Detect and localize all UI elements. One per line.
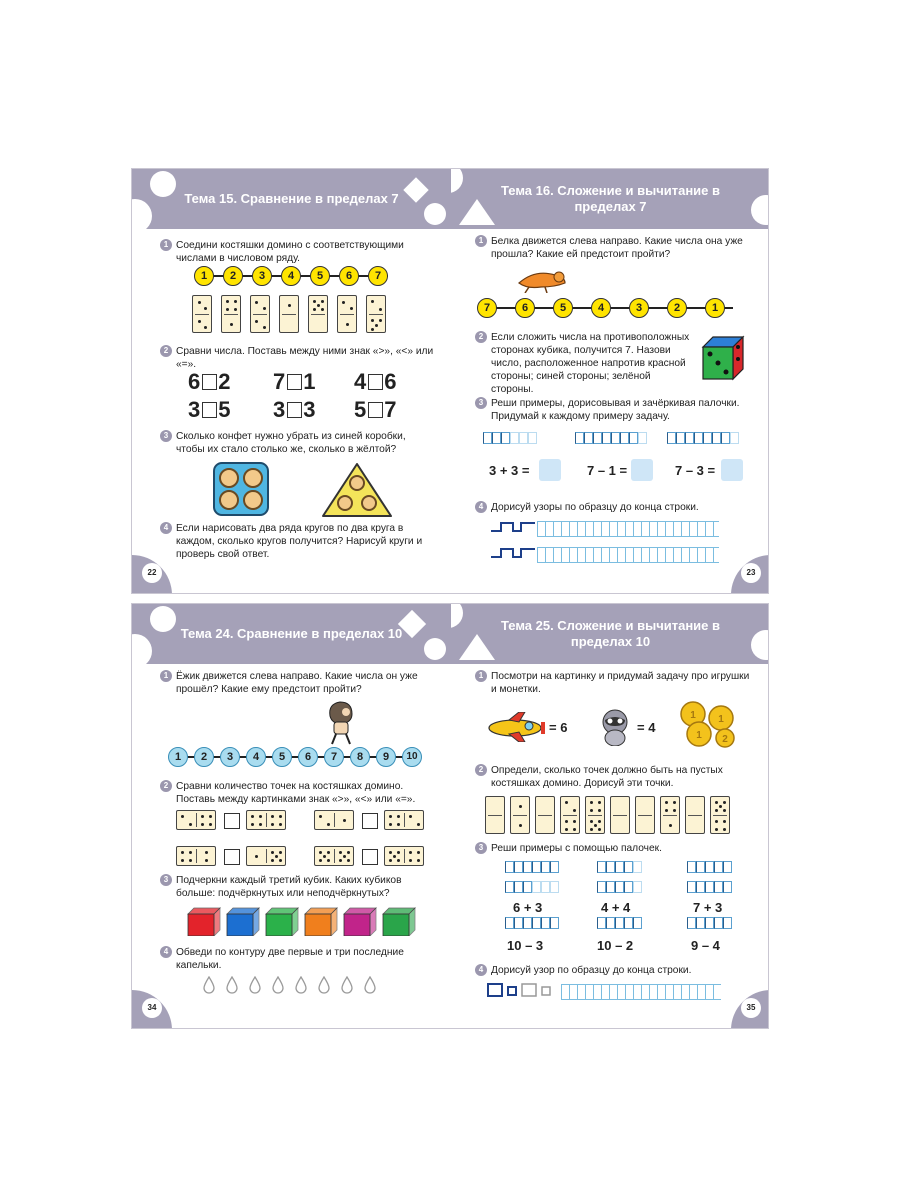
- domino: [192, 295, 212, 333]
- task-1: [475, 670, 755, 696]
- svg-text:1: 1: [718, 714, 724, 725]
- number: 3: [188, 397, 202, 422]
- domino: [176, 810, 216, 830]
- sticks-row[interactable]: [505, 860, 559, 874]
- number-7: 7: [324, 747, 344, 767]
- page-23: [451, 169, 769, 593]
- number-1: 1: [168, 747, 188, 767]
- equation: = 4: [637, 720, 656, 735]
- pattern-grid[interactable]: [561, 984, 721, 1000]
- spread-pages-34-35: [131, 603, 769, 1029]
- sticks-row[interactable]: [575, 431, 647, 445]
- page-title: Тема 24. Сравнение в пределах 10: [180, 626, 403, 641]
- domino-row: [192, 295, 412, 335]
- number: 2: [218, 369, 232, 394]
- domino: [314, 810, 354, 830]
- task-text: Сравни количество точек на костяшках домино. Поставь между картинками знак «>», «<» или «=».: [176, 781, 416, 805]
- number: 7: [384, 397, 398, 422]
- example: 7 – 1 =: [587, 463, 628, 478]
- airplane-image: [485, 712, 547, 742]
- example: 3 + 3 =: [489, 463, 530, 478]
- task-number: 4: [160, 522, 172, 534]
- number: 1: [303, 369, 317, 394]
- task-text: Если нарисовать два ряда кругов по два круга в каждом, сколько кругов получится? Нарисуй круги и проверь свой ответ.: [176, 523, 423, 560]
- task-text: Сколько конфет нужно убрать из синей коробки, чтобы их стало столько же, сколько в жёлтой?: [176, 431, 406, 455]
- sticks-row[interactable]: [667, 431, 739, 445]
- domino[interactable]: [535, 796, 555, 834]
- example: 4 + 4: [601, 900, 631, 915]
- task-text: Реши примеры с помощью палочек.: [491, 843, 662, 854]
- page-header: [132, 604, 451, 664]
- comparison: [354, 397, 398, 423]
- task-2: [160, 780, 435, 806]
- number: 5: [354, 397, 368, 422]
- raccoon-image: [597, 708, 633, 746]
- yellow-candy-box-image: [320, 461, 394, 519]
- pattern-sample: [487, 982, 559, 998]
- example: 10 – 2: [597, 938, 634, 953]
- answer-box[interactable]: [721, 459, 743, 481]
- colored-cube: [264, 906, 300, 936]
- task-1: [475, 235, 755, 261]
- number-4: 4: [246, 747, 266, 767]
- colored-cube: [186, 906, 222, 936]
- task-number: 3: [475, 842, 487, 854]
- domino: [560, 796, 580, 834]
- number: 5: [218, 397, 232, 422]
- task-number: 1: [475, 235, 487, 247]
- equation: = 6: [549, 720, 568, 735]
- pattern-sample: [491, 521, 537, 565]
- task-number: 1: [160, 239, 172, 251]
- example: 10 – 3: [507, 938, 544, 953]
- answer-box[interactable]: [539, 459, 561, 481]
- task-text: Определи, сколько точек должно быть на пустых костяшках домино. Дорисуй эти точки.: [491, 765, 723, 789]
- example: 6 + 3: [513, 900, 543, 915]
- task-number: 2: [475, 331, 487, 343]
- domino: [250, 295, 270, 333]
- sticks-row[interactable]: [597, 880, 642, 894]
- number-5: 5: [272, 747, 292, 767]
- answer-box[interactable]: [287, 402, 302, 418]
- number-line: [477, 297, 739, 319]
- droplet-outline[interactable]: [294, 976, 308, 994]
- task-3: [475, 842, 755, 855]
- page-header: [451, 169, 769, 229]
- page-number: 34: [142, 998, 162, 1018]
- number: 3: [273, 397, 287, 422]
- answer-box[interactable]: [368, 374, 383, 390]
- domino: [279, 295, 299, 333]
- sticks-row[interactable]: [597, 916, 642, 930]
- number: 4: [354, 369, 368, 394]
- number-7: 7: [368, 266, 388, 286]
- task-3: [160, 430, 435, 456]
- svg-text:2: 2: [722, 734, 728, 745]
- task-number: 3: [475, 397, 487, 409]
- domino[interactable]: [485, 796, 505, 834]
- number-4: 4: [281, 266, 301, 286]
- task-text: Ёжик движется слева направо. Какие числа он уже прошёл? Какие ему предстоит пройти?: [176, 671, 418, 695]
- answer-box[interactable]: [368, 402, 383, 418]
- task-4: [160, 946, 435, 972]
- droplet-outline[interactable]: [363, 976, 377, 994]
- page-number: 35: [741, 998, 761, 1018]
- domino: [176, 846, 216, 866]
- task-4: [160, 522, 435, 561]
- sticks-row[interactable]: [687, 880, 732, 894]
- domino: [384, 810, 424, 830]
- droplet-outline[interactable]: [248, 976, 262, 994]
- pattern-grid[interactable]: [537, 547, 719, 563]
- domino: [510, 796, 530, 834]
- domino: [221, 295, 241, 333]
- number-7: 7: [477, 298, 497, 318]
- task-4: [475, 501, 755, 514]
- colored-cube: [225, 906, 261, 936]
- comparison: [273, 397, 317, 423]
- number-3: 3: [252, 266, 272, 286]
- domino: [337, 295, 357, 333]
- domino: [366, 295, 386, 333]
- answer-box[interactable]: [631, 459, 653, 481]
- number-line: [194, 265, 394, 287]
- sticks-row[interactable]: [597, 860, 642, 874]
- number-6: 6: [339, 266, 359, 286]
- number-6: 6: [298, 747, 318, 767]
- number-9: 9: [376, 747, 396, 767]
- sticks-row[interactable]: [505, 880, 559, 894]
- example: 7 + 3: [693, 900, 723, 915]
- number-6: 6: [515, 298, 535, 318]
- domino[interactable]: [635, 796, 655, 834]
- number-5: 5: [310, 266, 330, 286]
- sticks-row[interactable]: [687, 860, 732, 874]
- number-3: 3: [220, 747, 240, 767]
- comparison: [273, 369, 317, 395]
- spread-pages-22-23: [131, 168, 769, 594]
- number-3: 3: [629, 298, 649, 318]
- domino: [585, 796, 605, 834]
- task-number: 1: [160, 670, 172, 682]
- number-2: 2: [223, 266, 243, 286]
- page-35: [451, 604, 769, 1028]
- droplet-outline[interactable]: [202, 976, 216, 994]
- answer-box[interactable]: [362, 849, 378, 865]
- domino-row: [485, 796, 755, 836]
- page-22: [132, 169, 451, 593]
- task-text: Обведи по контуру две первые и три последние капельки.: [176, 947, 404, 971]
- task-text: Если сложить числа на противоположных сторонах кубика, получится 7. Назови число, расположенное напротив красной стороны; синей стороны; зелёной стороны.: [491, 332, 690, 395]
- number-1: 1: [705, 298, 725, 318]
- task-3: [160, 874, 435, 900]
- domino: [710, 796, 730, 834]
- example: 7 – 3 =: [675, 463, 716, 478]
- task-number: 3: [160, 874, 172, 886]
- comparison: [354, 369, 398, 395]
- domino[interactable]: [685, 796, 705, 834]
- squirrel-image: [515, 265, 569, 293]
- domino: [308, 295, 328, 333]
- page-34: [132, 604, 451, 1028]
- domino: [246, 810, 286, 830]
- domino[interactable]: [610, 796, 630, 834]
- example: 9 – 4: [691, 938, 720, 953]
- task-text: Соедини костяшки домино с соответствующими числами в числовом ряду.: [176, 240, 404, 264]
- number-2: 2: [194, 747, 214, 767]
- page-header: [132, 169, 451, 229]
- domino: [246, 846, 286, 866]
- answer-box[interactable]: [224, 813, 240, 829]
- domino: [314, 846, 354, 866]
- coins-image: [677, 700, 739, 748]
- page-number: 22: [142, 563, 162, 583]
- cube-row: [186, 906, 426, 936]
- droplet-outline[interactable]: [271, 976, 285, 994]
- answer-box[interactable]: [224, 849, 240, 865]
- task-number: 3: [160, 430, 172, 442]
- task-2: [160, 345, 435, 371]
- colored-cube: [342, 906, 378, 936]
- page-number: 23: [741, 563, 761, 583]
- number-2: 2: [667, 298, 687, 318]
- task-number: 2: [160, 780, 172, 792]
- task-number: 4: [475, 964, 487, 976]
- task-text: Дорисуй узоры по образцу до конца строки.: [491, 502, 699, 513]
- number: 6: [188, 369, 202, 394]
- number-4: 4: [591, 298, 611, 318]
- task-3: [475, 397, 755, 423]
- answer-box[interactable]: [362, 813, 378, 829]
- task-number: 2: [475, 764, 487, 776]
- number-line: [168, 746, 424, 768]
- domino: [660, 796, 680, 834]
- page-title: Тема 25. Сложение и вычитание в пределах 10: [500, 618, 721, 649]
- number: 3: [303, 397, 317, 422]
- comparison: [188, 369, 232, 395]
- number: 7: [273, 369, 287, 394]
- task-number: 4: [475, 501, 487, 513]
- task-1: [160, 239, 435, 265]
- hedgehog-image: [324, 700, 358, 746]
- task-4: [475, 964, 755, 977]
- comparison: [188, 397, 232, 423]
- sticks-row[interactable]: [483, 431, 537, 445]
- task-text: Подчеркни каждый третий кубик. Каких кубиков больше: подчёркнутых или неподчёркнутых?: [176, 875, 402, 899]
- task-number: 4: [160, 946, 172, 958]
- task-number: 2: [160, 345, 172, 357]
- task-text: Белка движется слева направо. Какие числа она уже прошла? Какие ей предстоит пройти?: [491, 236, 743, 260]
- domino: [384, 846, 424, 866]
- answer-box[interactable]: [287, 374, 302, 390]
- svg-text:1: 1: [696, 730, 702, 741]
- task-2: [475, 764, 755, 790]
- task-text: Посмотри на картинку и придумай задачу про игрушки и монетки.: [491, 671, 750, 695]
- number-1: 1: [194, 266, 214, 286]
- colored-cube: [303, 906, 339, 936]
- number-8: 8: [350, 747, 370, 767]
- page-header: [451, 604, 769, 664]
- task-text: Сравни числа. Поставь между ними знак «>», «<» или «=».: [176, 346, 434, 370]
- colored-cube: [381, 906, 417, 936]
- blue-candy-box-image: [212, 461, 270, 517]
- task-text: Реши примеры, дорисовывая и зачёркивая палочки. Придумай к каждому примеру задачу.: [491, 398, 740, 422]
- droplet-row: [202, 976, 402, 996]
- droplet-outline[interactable]: [340, 976, 354, 994]
- number-5: 5: [553, 298, 573, 318]
- number: 6: [384, 369, 398, 394]
- sticks-row[interactable]: [505, 916, 559, 930]
- droplet-outline[interactable]: [317, 976, 331, 994]
- page-title: Тема 16. Сложение и вычитание в пределах 7: [500, 183, 721, 214]
- answer-box[interactable]: [202, 402, 217, 418]
- task-1: [160, 670, 435, 696]
- task-2: [475, 331, 693, 396]
- pattern-grid[interactable]: [537, 521, 719, 537]
- answer-box[interactable]: [202, 374, 217, 390]
- dice-image: [699, 335, 747, 381]
- svg-text:1: 1: [690, 710, 696, 721]
- page-title: Тема 15. Сравнение в пределах 7: [184, 191, 399, 206]
- task-number: 1: [475, 670, 487, 682]
- task-text: Дорисуй узор по образцу до конца строки.: [491, 965, 692, 976]
- sticks-row[interactable]: [687, 916, 732, 930]
- droplet-outline[interactable]: [225, 976, 239, 994]
- number-10: 10: [402, 747, 422, 767]
